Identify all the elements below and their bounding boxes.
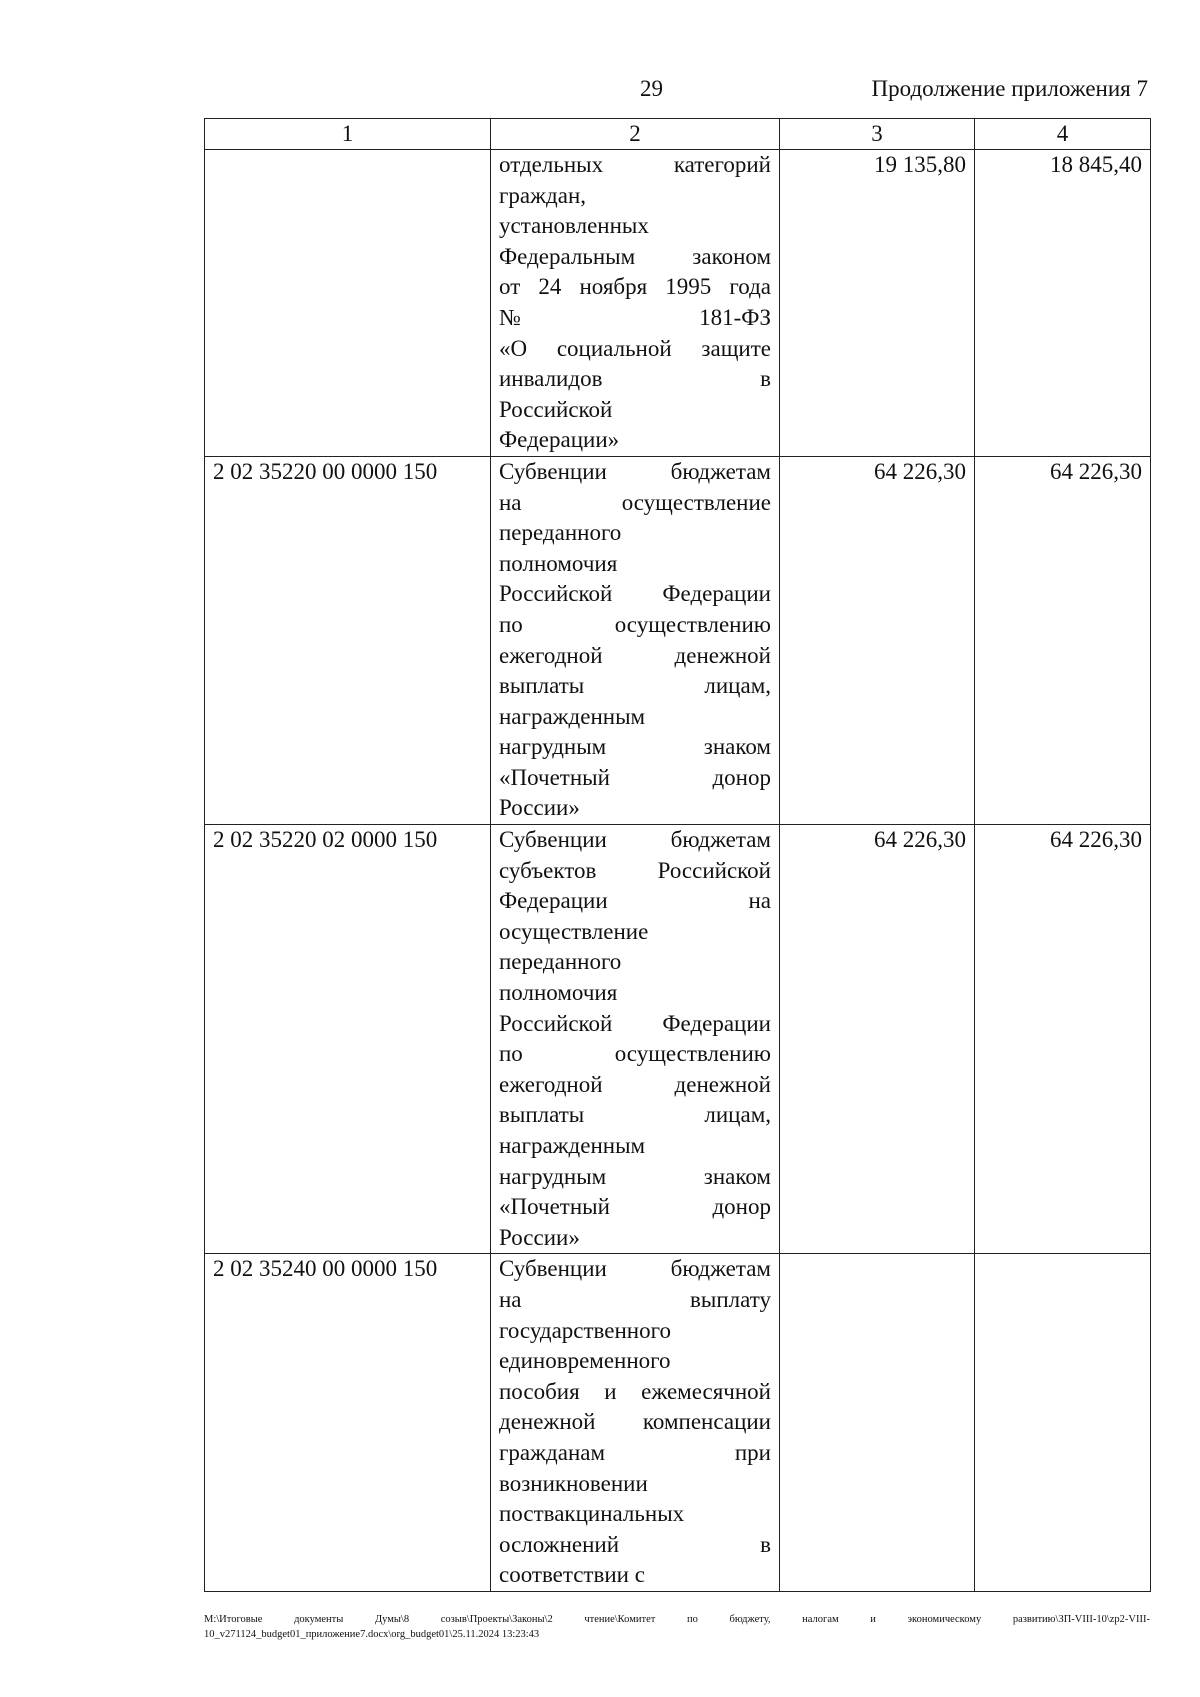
description-line: полномочия [499,980,618,1006]
description-line: денежной компенсации [499,1409,771,1435]
description-line: ежегодной денежной [499,1071,771,1097]
table-body [205,150,1151,1592]
description-line: единовременного [499,1348,671,1374]
description-line: от 24 ноября 1995 года [499,274,771,300]
description-line: № 181-ФЗ [499,304,771,330]
row-code: 2 02 35220 00 0000 150 [205,456,491,824]
description-line: переданного [499,520,622,546]
row-code [205,150,491,457]
description-line: осложнений в [499,1531,771,1557]
description-line: Федерации на [499,888,771,914]
description-line: отдельных категорий [499,152,771,177]
row-description [491,150,780,457]
row-description [491,1254,780,1592]
column-header-1: 1 [205,119,491,150]
description-line: Федерации» [499,427,620,453]
description-line: Субвенции бюджетам [499,1256,771,1282]
description-line: «Почетный донор [499,1194,771,1220]
description-line: выплаты лицам, [499,1102,771,1128]
row-value-col4: 18 845,40 [975,150,1151,457]
description-line: нагрудным знаком [499,734,771,760]
budget-table [204,118,1151,1592]
table-row [205,456,1151,824]
row-value-col3: 19 135,80 [780,150,975,457]
footer-file-path: M:\Итоговые документы Думы\8 созыв\Проекты\Законы\2 чтение\Комитет по бюджету, налогам и экономическому развитию\ЗП-VIII-10\zp2-VIII-10_v271124_budget01_приложение7.docx\org_budget01\25.11.2024 13:23:43 [204,1614,1150,1640]
description-line: полномочия [499,550,618,576]
row-code: 2 02 35240 00 0000 150 [205,1254,491,1592]
row-value-col3: 64 226,30 [780,456,975,824]
description-line: Российской Федерации [499,581,771,607]
row-description [491,456,780,824]
row-code: 2 02 35220 02 0000 150 [205,825,491,1254]
description-line: поствакцинальных [499,1501,685,1527]
description-line: награжденным [499,703,646,729]
description-line: Федеральным законом [499,243,771,269]
description-line: на выплату [499,1286,771,1312]
table-header-row [205,119,1151,150]
row-value-col4: 64 226,30 [975,456,1151,824]
description-line: «Почетный донор [499,764,771,790]
description-line: осуществление [499,918,649,944]
description-line: граждан, [499,182,587,208]
table-row [205,150,1151,457]
description-line: России» [499,1224,580,1250]
description-line: Российской [499,396,613,422]
row-description [491,825,780,1254]
description-line: инвалидов в [499,366,771,392]
description-line: соответствии с [499,1562,645,1588]
row-value-col3 [780,1254,975,1592]
table-row [205,1254,1151,1592]
description-line: пособия и ежемесячной [499,1378,771,1404]
description-line: награжденным [499,1133,646,1158]
description-line: на осуществление [499,489,771,515]
description-line: переданного [499,949,622,975]
column-header-4: 4 [975,119,1151,150]
description-line: государственного [499,1317,671,1343]
description-line: ежегодной денежной [499,642,771,668]
table-row [205,825,1151,1254]
row-value-col4 [975,1254,1151,1592]
description-line: Субвенции бюджетам [499,458,771,484]
description-line: по осуществлению [499,1041,771,1067]
continuation-title: Продолжение приложения 7 [871,76,1148,101]
row-value-col4: 64 226,30 [975,825,1151,1254]
column-header-3: 3 [780,119,975,150]
column-header-2: 2 [491,119,780,150]
description-line: выплаты лицам, [499,673,771,699]
description-line: Субвенции бюджетам [499,827,771,853]
description-line: возникновении [499,1470,648,1496]
description-line: России» [499,795,580,821]
description-line: гражданам при [499,1439,771,1465]
row-value-col3: 64 226,30 [780,825,975,1254]
description-line: «О социальной защите [499,335,771,361]
description-line: Российской Федерации [499,1010,771,1036]
description-line: по осуществлению [499,611,771,637]
description-line: установленных [499,213,649,239]
description-line: субъектов Российской [499,857,771,883]
description-line: нагрудным знаком [499,1163,771,1189]
page-number: 29 [640,76,663,101]
